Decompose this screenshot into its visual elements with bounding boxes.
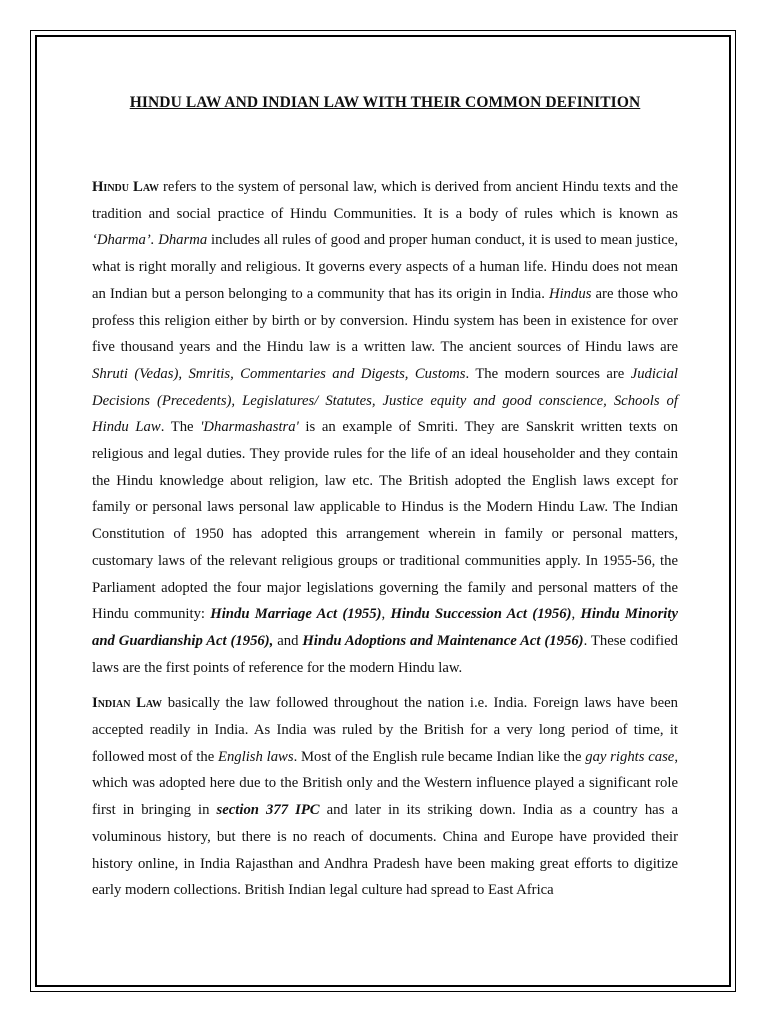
text-run: . The bbox=[160, 419, 201, 436]
text-run: and later in its striking down. India as a country has a voluminous history, but there is no reach of documents. China and Europe have provided their history online, in India Rajasthan and Andhra Pradesh have been making great efforts to digitize early modern collections. British Indian legal culture had spread to East Africa bbox=[92, 802, 678, 899]
text-run: , bbox=[381, 606, 391, 623]
text-run: refers to the system of personal law, which is derived from ancient Hindu texts and the tradition and social practice of Hindu Communities. It is a body of rules which is known as bbox=[92, 179, 678, 222]
text-run: ‘Dharma’. Dharma bbox=[92, 232, 208, 249]
text-run: , bbox=[571, 606, 581, 623]
text-run: Shruti (Vedas), Smritis, Commentaries and Digests, Customs bbox=[92, 365, 466, 382]
text-run: Judicial Decisions (Precedents), Legislatures/ Statutes, Justice equity and good conscience, Schools of Hindu Law bbox=[92, 365, 678, 436]
text-run: section 377 IPC bbox=[216, 802, 320, 819]
text-run: . Most of the English rule became Indian like the bbox=[293, 748, 586, 765]
text-run: English laws bbox=[217, 748, 294, 765]
text-run: includes all rules of good and proper human conduct, it is used to mean justice, what is right morally and religious. It governs every aspects of a human life. Hindu does not mean an Indian but a person belonging to a community that has its origin in India. bbox=[92, 232, 678, 302]
document-title: HINDU LAW AND INDIAN LAW WITH THEIR COMMON DEFINITION bbox=[129, 94, 641, 111]
text-run: Hindu Adoptions and Maintenance Act (1956) bbox=[302, 632, 584, 649]
document-body bbox=[92, 94, 678, 904]
text-run: and bbox=[273, 632, 303, 649]
text-run: Hindus bbox=[548, 285, 592, 302]
text-run: Hindu Marriage Act (1955) bbox=[210, 606, 382, 623]
text-run: Hindu Minority and Guardianship Act (1956), bbox=[92, 606, 678, 649]
text-run: is an example of Smriti. They are Sanskrit written texts on religious and legal duties. They provide rules for the life of an ideal householder and they contain the Hindu knowledge about religion, law etc. The British adopted the English laws except for family or personal laws personal law applicable to Hindus is the Modern Hindu Law. The Indian Constitution of 1950 has adopted this arrangement wherein in family or personal matters, customary laws of the relevant religious groups or traditional communities apply. In 1955-56, the Parliament adopted the four major legislations governing the family and personal matters of the Hindu community: bbox=[92, 419, 678, 623]
paragraph-indian-law bbox=[92, 690, 678, 904]
text-run: 'Dharmashastra' bbox=[200, 419, 299, 436]
text-run: . The modern sources are bbox=[465, 365, 631, 382]
paragraph-hindu-law bbox=[92, 174, 678, 681]
text-run: are those who profess this religion either by birth or by conversion. Hindu system has been in existence for over five thousand years and the Hindu law is a written law. The ancient sources of Hindu laws are bbox=[92, 285, 678, 356]
text-run: . These codified laws are the first points of reference for the modern Hindu law. bbox=[92, 632, 678, 676]
text-run: Hindu Succession Act (1956) bbox=[390, 606, 572, 623]
text-run: gay rights case bbox=[585, 748, 675, 765]
text-run: , which was adopted here due to the British only and the Western influence played a significant role first in bringing in bbox=[92, 748, 678, 819]
paragraph-lead-term: Indian Law bbox=[92, 695, 163, 712]
text-run: basically the law followed throughout the nation i.e. India. Foreign laws have been accepted readily in India. As India was ruled by the British for a very long period of time, it followed most of the bbox=[92, 695, 678, 765]
paragraph-lead-term: Hindu Law bbox=[92, 179, 159, 195]
